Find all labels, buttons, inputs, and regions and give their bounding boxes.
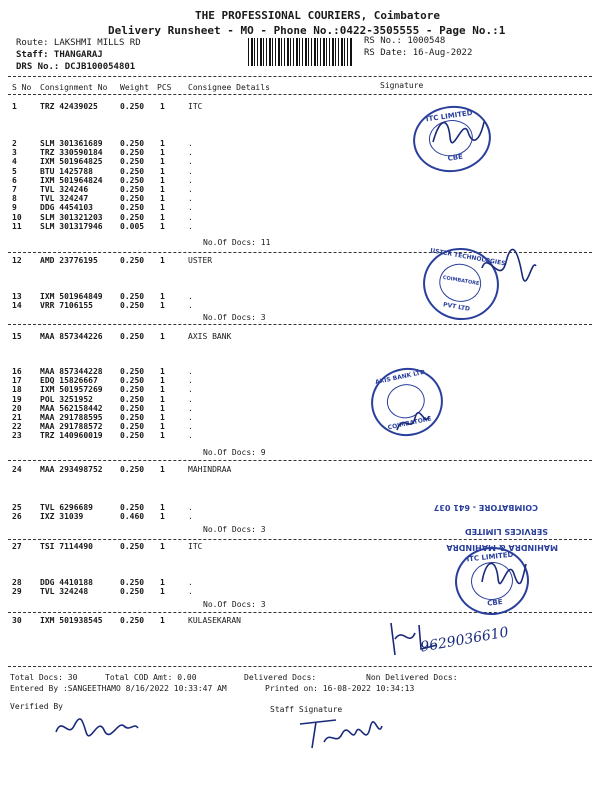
stamp-text: CBE xyxy=(447,152,464,163)
consignee-blank: . xyxy=(188,394,193,404)
consignee-blank: . xyxy=(188,301,193,311)
consignee-blank: . xyxy=(188,431,193,441)
row-pcs: 1 xyxy=(160,332,165,341)
row-weight: 0.250 xyxy=(120,542,145,551)
consignee-blank: . xyxy=(188,578,193,587)
staff-signature-label: Staff Signature xyxy=(270,705,343,714)
row-pcs: 1 xyxy=(160,292,165,301)
row-weight: 0.250 xyxy=(120,503,145,512)
row-consignment-no: TRZ 42439025 xyxy=(40,102,98,111)
consignee-blank: . xyxy=(188,221,193,231)
row-sno: 25 xyxy=(12,503,22,512)
stamp-text: CBE xyxy=(486,598,503,608)
row-consignment-no: BTU 1425788 xyxy=(40,166,93,176)
row-sno: 23 xyxy=(12,431,22,441)
row-weight: 0.250 xyxy=(120,256,145,265)
divider xyxy=(8,94,592,95)
row-sno: 27 xyxy=(12,542,22,551)
row-pcs: 1 xyxy=(160,139,165,148)
row-consignment-no: IXM 501938545 xyxy=(40,616,103,625)
row-consignment-no: TVL 324246 xyxy=(40,185,89,194)
entered-by: Entered By :SANGEETHAMO 8/16/2022 10:33:47 AM xyxy=(10,684,227,693)
row-pcs: 1 xyxy=(160,203,165,213)
divider xyxy=(8,460,592,461)
stamp-text: COIMBATORE xyxy=(442,274,480,288)
route-label: Route: LAKSHMI MILLS RD xyxy=(16,38,141,48)
row-pcs: 1 xyxy=(160,185,165,194)
row-weight: 0.250 xyxy=(120,413,145,422)
row-consignment-no: IXM 501964824 xyxy=(40,175,103,185)
drs-label: DRS No.: DCJB100054801 xyxy=(16,62,136,72)
consignee-blank: . xyxy=(188,175,193,185)
verified-by: Verified By xyxy=(10,702,63,711)
row-consignment-no: IXM 501964849 xyxy=(40,292,103,301)
row-consignment-no: IXM 501964825 xyxy=(40,157,103,167)
row-pcs: 1 xyxy=(160,542,165,551)
row-weight: 0.250 xyxy=(120,616,145,625)
delivered-docs: Delivered Docs: xyxy=(244,673,317,682)
row-consignment-no: TSI 7114490 xyxy=(40,542,93,551)
row-weight: 0.250 xyxy=(120,212,145,222)
col-signature: Signature xyxy=(380,81,424,90)
row-weight: 0.250 xyxy=(120,394,145,404)
consignee-blank: . xyxy=(188,503,193,512)
signature-itc-1 xyxy=(428,112,488,152)
runsheet-subtitle: Delivery Runsheet - MO - Phone No.:0422-3505555 - Page No.:1 xyxy=(108,24,506,37)
rs-no-label: RS No.: 1000548 xyxy=(364,36,446,46)
row-weight: 0.250 xyxy=(120,185,145,194)
row-consignment-no: MAA 291788595 xyxy=(40,413,103,422)
mahindra-stamp xyxy=(368,472,558,552)
row-pcs: 1 xyxy=(160,148,165,158)
consignee-name: MAHINDRAA xyxy=(188,465,232,474)
consignee-name: USTER xyxy=(188,256,213,265)
row-weight: 0.250 xyxy=(120,292,145,301)
total-docs: Total Docs: 30 xyxy=(10,673,78,682)
signature-axis xyxy=(393,408,433,438)
row-consignment-no: SLM 301317946 xyxy=(40,221,103,231)
row-consignment-no: DDG 4410188 xyxy=(40,578,93,587)
row-pcs: 1 xyxy=(160,212,165,222)
consignee-name: KULASEKARAN xyxy=(188,616,241,625)
row-sno: 12 xyxy=(12,256,22,265)
consignee-blank: . xyxy=(188,166,193,176)
row-consignment-no: IXZ 31039 xyxy=(40,512,84,522)
row-pcs: 1 xyxy=(160,512,165,522)
row-consignment-no: SLM 301321203 xyxy=(40,212,103,222)
row-pcs: 1 xyxy=(160,256,165,265)
consignee-blank: . xyxy=(188,512,193,522)
stamp-text: ITC LIMITED xyxy=(425,108,474,124)
row-consignment-no: MAA 857344226 xyxy=(40,332,103,341)
row-sno: 30 xyxy=(12,616,22,625)
consignee-blank: . xyxy=(188,385,193,395)
consignee-blank: . xyxy=(188,157,193,167)
handwritten-phone: 9629036610 xyxy=(419,624,510,656)
company-title: THE PROFESSIONAL COURIERS, Coimbatore xyxy=(195,9,441,22)
row-pcs: 1 xyxy=(160,616,165,625)
row-weight: 0.250 xyxy=(120,332,145,341)
divider xyxy=(8,324,592,325)
consignee-blank: . xyxy=(188,413,193,422)
row-sno: 3 xyxy=(12,148,17,158)
docs-count: No.Of Docs: 3 xyxy=(203,313,266,322)
row-pcs: 1 xyxy=(160,587,165,597)
divider xyxy=(8,76,592,77)
row-weight: 0.250 xyxy=(120,148,145,158)
row-consignment-no: EDQ 15826667 xyxy=(40,376,98,386)
row-consignment-no: TVL 324248 xyxy=(40,587,89,597)
col-sno: S No xyxy=(12,83,32,92)
row-pcs: 1 xyxy=(160,394,165,404)
row-weight: 0.250 xyxy=(120,422,145,432)
row-weight: 0.250 xyxy=(120,403,145,413)
docs-count: No.Of Docs: 3 xyxy=(203,600,266,609)
consignee-blank: . xyxy=(188,422,193,432)
row-consignment-no: TRZ 140960019 xyxy=(40,431,103,441)
row-weight: 0.250 xyxy=(120,465,145,474)
row-sno: 29 xyxy=(12,587,22,597)
rs-date-label: RS Date: 16-Aug-2022 xyxy=(364,48,473,58)
signature-uster xyxy=(478,248,538,288)
row-weight: 0.250 xyxy=(120,139,145,148)
row-consignment-no: DDG 4454103 xyxy=(40,203,93,213)
row-consignment-no: TVL 324247 xyxy=(40,194,89,204)
row-sno: 1 xyxy=(12,102,17,111)
row-sno: 24 xyxy=(12,465,22,474)
row-pcs: 1 xyxy=(160,221,165,231)
signature-staff xyxy=(296,712,386,752)
consignee-blank: . xyxy=(188,292,193,301)
row-sno: 11 xyxy=(12,221,22,231)
row-pcs: 1 xyxy=(160,403,165,413)
row-pcs: 1 xyxy=(160,367,165,376)
row-sno: 2 xyxy=(12,139,17,148)
consignee-name: ITC xyxy=(188,102,203,111)
row-consignment-no: VRR 7106155 xyxy=(40,301,93,311)
stamp-text: COIMBATORE xyxy=(387,415,433,432)
row-weight: 0.250 xyxy=(120,175,145,185)
row-sno: 7 xyxy=(12,185,17,194)
stamp-text: COIMBATORE - 641 037 xyxy=(433,503,538,512)
row-sno: 5 xyxy=(12,166,17,176)
row-weight: 0.250 xyxy=(120,203,145,213)
row-sno: 26 xyxy=(12,512,22,522)
row-pcs: 1 xyxy=(160,503,165,512)
consignee-blank: . xyxy=(188,203,193,213)
row-weight: 0.250 xyxy=(120,578,145,587)
row-sno: 20 xyxy=(12,403,22,413)
signature-verified xyxy=(52,708,142,744)
row-sno: 8 xyxy=(12,194,17,204)
row-consignment-no: TRZ 330590184 xyxy=(40,148,103,158)
row-sno: 10 xyxy=(12,212,22,222)
row-weight: 0.250 xyxy=(120,587,145,597)
row-consignment-no: IXM 501957269 xyxy=(40,385,103,395)
row-sno: 15 xyxy=(12,332,22,341)
row-pcs: 1 xyxy=(160,385,165,395)
row-pcs: 1 xyxy=(160,422,165,432)
stamp-text: USTER TECHNOLOGIES xyxy=(429,247,506,268)
divider xyxy=(8,666,592,667)
signature-itc-2 xyxy=(478,552,528,592)
row-sno: 4 xyxy=(12,157,17,167)
consignee-name: AXIS BANK xyxy=(188,332,232,341)
consignee-blank: . xyxy=(188,139,193,148)
stamp-text: SERVICES LIMITED xyxy=(464,527,548,536)
docs-count: No.Of Docs: 9 xyxy=(203,448,266,457)
printed-on: Printed on: 16-08-2022 10:34:13 xyxy=(265,684,415,693)
consignee-blank: . xyxy=(188,194,193,204)
col-weight: Weight xyxy=(120,83,149,92)
row-sno: 19 xyxy=(12,394,22,404)
row-weight: 0.250 xyxy=(120,431,145,441)
row-pcs: 1 xyxy=(160,413,165,422)
row-consignment-no: SLM 301361689 xyxy=(40,139,103,148)
stamp-text: ITC LIMITED xyxy=(466,550,514,564)
row-weight: 0.250 xyxy=(120,385,145,395)
consignee-blank: . xyxy=(188,587,193,597)
col-consignment: Consignment No xyxy=(40,83,108,92)
row-consignment-no: MAA 562158442 xyxy=(40,403,103,413)
docs-count: No.Of Docs: 3 xyxy=(203,525,266,534)
row-sno: 13 xyxy=(12,292,22,301)
row-pcs: 1 xyxy=(160,465,165,474)
consignee-blank: . xyxy=(188,148,193,158)
col-pcs: PCS xyxy=(157,83,172,92)
row-weight: 0.250 xyxy=(120,367,145,376)
row-pcs: 1 xyxy=(160,166,165,176)
row-weight: 0.250 xyxy=(120,166,145,176)
consignee-blank: . xyxy=(188,367,193,376)
row-sno: 6 xyxy=(12,175,17,185)
stamp-text: AXIS BANK LTD xyxy=(374,368,426,387)
stamp-text: PVT LTD xyxy=(442,301,471,313)
row-pcs: 1 xyxy=(160,376,165,386)
row-sno: 16 xyxy=(12,367,22,376)
row-consignment-no: MAA 293498752 xyxy=(40,465,103,474)
row-consignment-no: POL 3251952 xyxy=(40,394,93,404)
row-weight: 0.250 xyxy=(120,301,145,311)
row-weight: 0.250 xyxy=(120,376,145,386)
row-consignment-no: MAA 291788572 xyxy=(40,422,103,432)
consignee-name: ITC xyxy=(188,542,203,551)
stamp-text: MAHINDRA & MAHINDRA xyxy=(446,543,558,552)
row-weight: 0.460 xyxy=(120,512,145,522)
docs-count: No.Of Docs: 11 xyxy=(203,238,271,247)
row-consignment-no: TVL 6296689 xyxy=(40,503,93,512)
col-consignee: Consignee Details xyxy=(188,83,270,92)
row-sno: 22 xyxy=(12,422,22,432)
row-sno: 21 xyxy=(12,413,22,422)
row-weight: 0.250 xyxy=(120,194,145,204)
consignee-blank: . xyxy=(188,376,193,386)
row-pcs: 1 xyxy=(160,157,165,167)
non-delivered-docs: Non Delivered Docs: xyxy=(366,673,458,682)
row-weight: 0.250 xyxy=(120,102,145,111)
row-pcs: 1 xyxy=(160,102,165,111)
row-weight: 0.250 xyxy=(120,157,145,167)
row-pcs: 1 xyxy=(160,578,165,587)
total-cod: Total COD Amt: 0.00 xyxy=(105,673,197,682)
row-sno: 9 xyxy=(12,203,17,213)
row-pcs: 1 xyxy=(160,431,165,441)
row-pcs: 1 xyxy=(160,175,165,185)
row-sno: 28 xyxy=(12,578,22,587)
row-sno: 17 xyxy=(12,376,22,386)
consignee-blank: . xyxy=(188,185,193,194)
row-sno: 18 xyxy=(12,385,22,395)
row-sno: 14 xyxy=(12,301,22,311)
row-pcs: 1 xyxy=(160,194,165,204)
barcode xyxy=(248,38,353,66)
consignee-blank: . xyxy=(188,403,193,413)
consignee-blank: . xyxy=(188,212,193,222)
staff-label: Staff: THANGARAJ xyxy=(16,50,103,60)
row-consignment-no: MAA 857344228 xyxy=(40,367,103,376)
row-consignment-no: AMD 23776195 xyxy=(40,256,98,265)
row-weight: 0.005 xyxy=(120,221,145,231)
row-pcs: 1 xyxy=(160,301,165,311)
